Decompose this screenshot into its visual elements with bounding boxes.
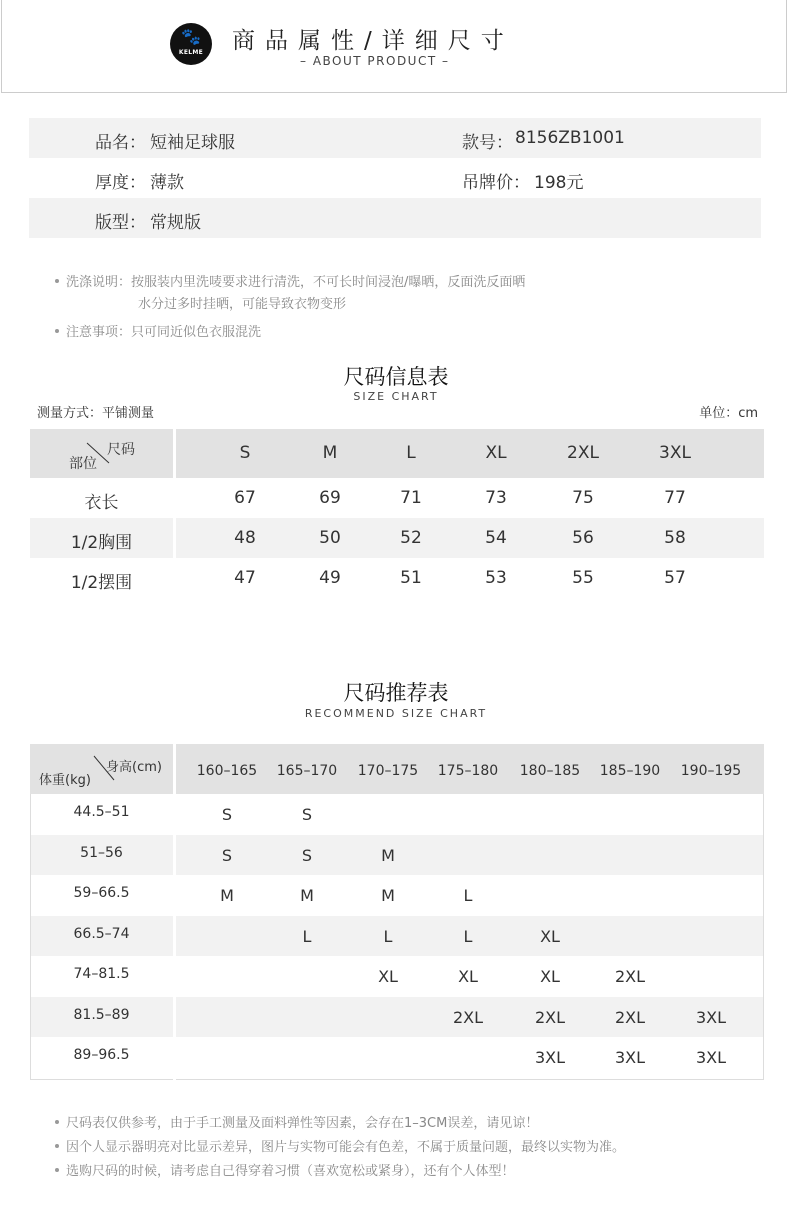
- table-cell: 73: [485, 488, 507, 508]
- attr-price-value: 198元: [534, 173, 584, 193]
- table-cell: L: [302, 926, 312, 946]
- wash-label: 洗涤说明：: [66, 275, 132, 290]
- attr-thickness-label: 厚度：: [95, 173, 146, 193]
- recommend-chart-title: 尺码推荐表: [343, 681, 449, 705]
- height-header: 180–185: [519, 763, 581, 779]
- table-cell: 56: [572, 528, 594, 548]
- footnote-text: 因个人显示器明亮对比显示差异，图片与实物可能会有色差，不属于质量问题，最终以实物为准。: [66, 1140, 626, 1155]
- size-chart-title: 尺码信息表: [343, 365, 449, 389]
- table-cell: XL: [540, 926, 560, 946]
- height-header: 165–170: [276, 763, 338, 779]
- attr-row-name: [29, 118, 761, 158]
- table-cell: 47: [234, 568, 256, 588]
- table-row-label: 衣长: [84, 493, 119, 513]
- wash-line2: 水分过多时挂晒，可能导致衣物变形: [138, 297, 347, 312]
- table-cell: S: [301, 805, 313, 824]
- size-header-3XL: 3XL: [659, 443, 691, 463]
- size-header-2XL: 2XL: [567, 443, 599, 463]
- table-cell: 3XL: [534, 1048, 566, 1067]
- table-cell: 69: [319, 488, 341, 508]
- table-cell: XL: [540, 967, 560, 986]
- paw-icon: 🐾: [181, 27, 201, 46]
- footnote-item: [55, 1160, 515, 1179]
- table-cell: 2XL: [614, 1007, 646, 1027]
- table-cell: 48: [234, 528, 256, 548]
- wash-note: [55, 271, 525, 290]
- table-row-label: 1/2摆围: [70, 573, 133, 593]
- attr-fit-label: 版型：: [95, 213, 146, 233]
- table-cell: 49: [319, 568, 341, 588]
- table-cell: 58: [664, 528, 686, 548]
- size-header-M: M: [322, 443, 338, 463]
- attr-price-label: 吊牌价：: [462, 173, 530, 193]
- corner-top-label: 身高(cm): [106, 760, 162, 775]
- table-row-label: 66.5–74: [73, 925, 130, 942]
- measure-method: 测量方式：平铺测量: [37, 406, 155, 421]
- corner-bottom-label: 体重(kg): [39, 773, 91, 788]
- corner-bottom-label: 部位: [69, 456, 97, 472]
- bullet-icon: [55, 279, 59, 283]
- height-header: 185–190: [599, 763, 661, 779]
- table-cell: 71: [400, 488, 422, 508]
- caution-label: 注意事项：: [66, 325, 132, 340]
- recommend-chart-subtitle: RECOMMEND SIZE CHART: [304, 707, 488, 720]
- table-cell: L: [383, 926, 393, 946]
- bullet-icon: [55, 1120, 59, 1124]
- attr-fit-value: 常规版: [150, 213, 201, 233]
- table-cell: 77: [664, 488, 686, 508]
- header-subtitle: – ABOUT PRODUCT –: [300, 54, 450, 68]
- size-header-L: L: [406, 443, 416, 463]
- attr-style-label: 款号：: [462, 133, 513, 153]
- table-cell: 50: [319, 528, 341, 548]
- size-header-XL: XL: [485, 443, 507, 463]
- kelme-logo: [170, 23, 212, 65]
- attr-row-thickness: [29, 158, 761, 198]
- table-cell: XL: [458, 967, 478, 986]
- table-cell: 52: [400, 528, 422, 548]
- caution-text: 只可同近似色衣服混洗: [131, 325, 262, 340]
- bullet-icon: [55, 329, 59, 333]
- recommend-table: [30, 744, 764, 1080]
- table-cell: XL: [378, 967, 398, 986]
- table-cell: 51: [400, 568, 422, 588]
- wash-line1: 按服装内里洗唛要求进行清洗，不可长时间浸泡/曝晒，反面洗反面晒: [131, 275, 526, 290]
- table-row-label: 89–96.5: [73, 1047, 130, 1063]
- height-header: 175–180: [437, 763, 499, 779]
- table-cell: S: [221, 805, 233, 824]
- size-chart-subtitle: SIZE CHART: [353, 390, 439, 403]
- table-cell: 3XL: [614, 1048, 646, 1067]
- unit-label: 单位：cm: [699, 406, 758, 421]
- table-cell: 53: [485, 568, 507, 588]
- table-cell: 54: [485, 528, 507, 548]
- table-cell: S: [301, 845, 313, 865]
- table-row-label: 74–81.5: [73, 966, 130, 982]
- table-cell: 55: [572, 568, 594, 588]
- table-cell: 57: [664, 568, 686, 588]
- size-header-S: S: [239, 443, 251, 463]
- table-cell: 3XL: [695, 1007, 727, 1027]
- footnote-text: 尺码表仅供参考，由于手工测量及面料弹性等因素，会存在1–3CM误差，请见谅！: [66, 1116, 539, 1131]
- table-cell: S: [221, 845, 233, 865]
- attr-thickness-value: 薄款: [150, 173, 184, 193]
- table-cell: M: [381, 886, 395, 905]
- table-cell: M: [300, 886, 314, 905]
- column-divider: [173, 744, 176, 1080]
- table-row-label: 1/2胸围: [70, 533, 133, 553]
- table-row-label: 81.5–89: [73, 1006, 130, 1023]
- size-table: [30, 429, 764, 599]
- table-cell: L: [463, 886, 473, 905]
- table-cell: M: [381, 845, 395, 865]
- attr-row-fit: [29, 198, 761, 238]
- table-cell: 2XL: [614, 967, 646, 986]
- table-cell: L: [463, 926, 473, 946]
- attr-name-label: 品名：: [95, 133, 146, 153]
- height-header: 160–165: [196, 763, 258, 779]
- bullet-icon: [55, 1168, 59, 1172]
- caution-note: [55, 321, 261, 340]
- table-row-label: 59–66.5: [73, 885, 130, 901]
- table-row-label: 44.5–51: [73, 804, 130, 820]
- height-header: 170–175: [357, 763, 419, 779]
- attr-name-value: 短袖足球服: [150, 133, 235, 153]
- table-cell: 3XL: [695, 1048, 727, 1067]
- table-cell: M: [220, 886, 234, 905]
- height-header: 190–195: [680, 763, 742, 779]
- table-cell: 2XL: [452, 1007, 484, 1027]
- footnote-item: [55, 1136, 625, 1155]
- table-cell: 67: [234, 488, 256, 508]
- column-divider: [173, 429, 176, 598]
- table-cell: 2XL: [534, 1007, 566, 1027]
- bullet-icon: [55, 1144, 59, 1148]
- table-cell: 75: [572, 488, 594, 508]
- corner-top-label: 尺码: [107, 442, 135, 458]
- table-row-label: 51–56: [80, 844, 123, 861]
- footnote-item: [55, 1112, 538, 1131]
- logo-text: KELME: [178, 49, 204, 56]
- header-title: 商品属性/详细尺寸: [232, 28, 514, 54]
- footnote-text: 选购尺码的时候，请考虑自己得穿着习惯（喜欢宽松或紧身），还有个人体型！: [66, 1164, 515, 1179]
- attr-style-value: 8156ZB1001: [515, 128, 625, 148]
